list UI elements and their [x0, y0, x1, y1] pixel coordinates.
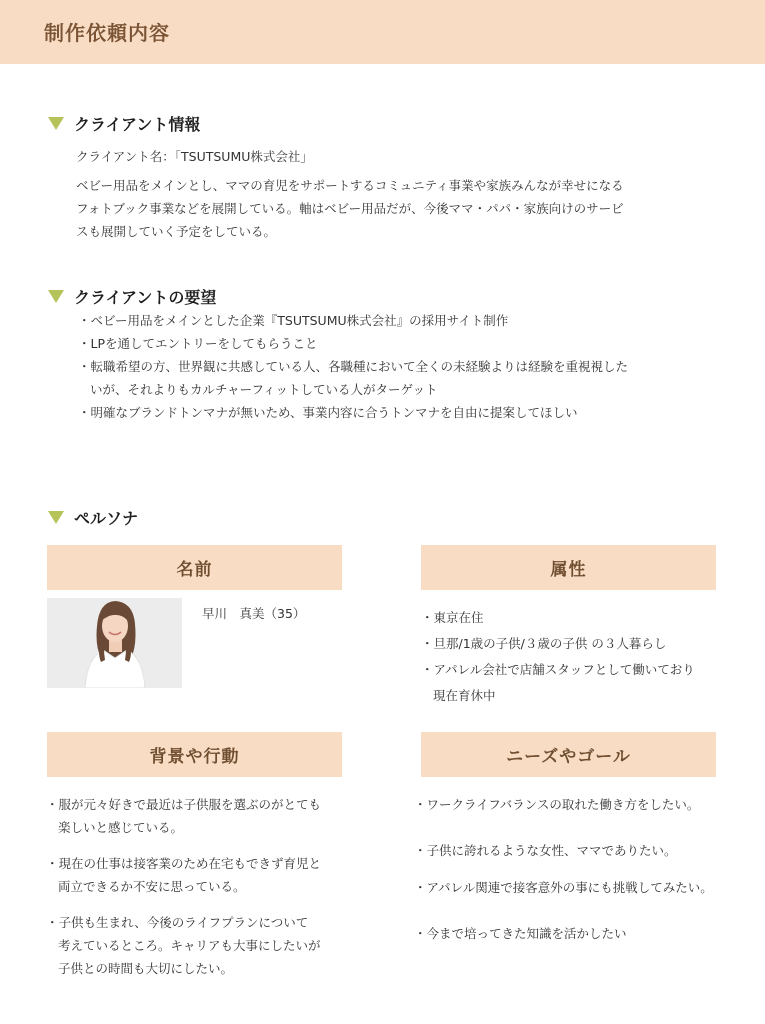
list-item: ・ワークライフバランスの取れた働き方をしたい。 [414, 797, 700, 812]
triangle-bullet-icon [48, 117, 64, 130]
list-item-text: 子供も生まれ、今後のライフプランについて [58, 915, 309, 930]
list-item-text: 子供に誇れるような女性、ママでありたい。 [426, 843, 677, 858]
list-item-text: 服が元々好きで最近は子供服を選ぶのがとても [58, 797, 322, 812]
list-item-text: 旦那/1歳の子供/３歳の子供 の３人暮らし [433, 636, 667, 651]
list-item-text: 今まで培ってきた知識を活かしたい [426, 926, 627, 941]
list-item-text: LPを通してエントリーをしてもらうこと [90, 336, 318, 351]
list-item-text: 明確なブランドトンマナが無いため、事業内容に合うトンマナを自由に提案してほしい [90, 405, 578, 420]
page-header [0, 0, 765, 64]
section-persona-title [48, 506, 138, 529]
list-item: ・服が元々好きで最近は子供服を選ぶのがとても 楽しいと感じている。 [46, 793, 321, 839]
list-item: ・ベビー用品をメインとした企業『TSUTSUMU株式会社』の採用サイト制作 [78, 313, 509, 328]
section-heading: クライアント情報 [74, 115, 201, 134]
list-item-text: 現在の仕事は接客業のため在宅もできず育児と [58, 856, 322, 871]
needs-list [414, 793, 713, 945]
section-heading: ペルソナ [74, 509, 139, 528]
list-item: ・転職希望の方、世界観に共感している人、各職種において全くの未経験よりは経験を重視視した いが、それよりもカルチャーフィットしている人がターゲット [78, 355, 628, 401]
list-item: ・東京在住 [421, 610, 484, 625]
list-item: ・今まで培ってきた知識を活かしたい [414, 926, 627, 941]
client-description-line: スも展開していく予定をしている。 [76, 224, 277, 239]
persona-photo [47, 598, 182, 688]
triangle-bullet-icon [48, 511, 64, 524]
list-item-text: 東京在住 [433, 610, 484, 625]
client-description-line: フォトブック事業などを展開している。軸はベビー用品だが、今後ママ・パパ・家族向けのサービ [76, 201, 624, 216]
list-item: ・LPを通してエントリーをしてもらうこと [78, 336, 318, 351]
requests-list [78, 309, 628, 424]
list-item: ・現在の仕事は接客業のため在宅もできず育児と 両立できるか不安に思っている。 [46, 852, 321, 898]
client-description-line: ベビー用品をメインとし、ママの育児をサポートするコミュニティ事業や家族みんなが幸せになる [76, 178, 624, 193]
section-heading: クライアントの要望 [74, 288, 217, 307]
page-title: 制作依頼内容 [44, 21, 170, 45]
background-box: 背景や行動 [47, 732, 342, 777]
list-item: ・明確なブランドトンマナが無いため、事業内容に合うトンマナを自由に提案してほしい [78, 405, 578, 420]
list-item-continuation: 現在育休中 [433, 688, 496, 703]
list-item-text: ワークライフバランスの取れた働き方をしたい。 [426, 797, 700, 812]
client-name: クライアント名：「TSUTSUMU株式会社」 [76, 149, 313, 164]
list-item-continuation: 子供との時間も大切にしたい。 [58, 961, 234, 976]
background-list [46, 793, 321, 980]
section-client-requests-title [48, 285, 216, 308]
list-item-continuation: 楽しいと感じている。 [58, 820, 184, 835]
section-client-info-title [48, 112, 200, 135]
list-item: ・アパレル関連で接客意外の事にも挑戦してみたい。 [414, 880, 713, 895]
woman-portrait-icon [47, 598, 182, 688]
list-item-text: アパレル関連で接客意外の事にも挑戦してみたい。 [426, 880, 713, 895]
list-item-continuation: いが、それよりもカルチャーフィットしている人がターゲット [90, 382, 438, 397]
list-item: ・旦那/1歳の子供/３歳の子供 の３人暮らし [421, 636, 667, 651]
list-item: ・アパレル会社で店舗スタッフとして働いており 現在育休中 [421, 657, 695, 709]
client-description [76, 174, 624, 243]
triangle-bullet-icon [48, 290, 64, 303]
attributes-box: 属性 [421, 545, 716, 590]
list-item-continuation: 両立できるか不安に思っている。 [58, 879, 246, 894]
name-box: 名前 [47, 545, 342, 590]
list-item-text: ベビー用品をメインとした企業『TSUTSUMU株式会社』の採用サイト制作 [90, 313, 509, 328]
list-item-text: アパレル会社で店舗スタッフとして働いており [433, 662, 695, 677]
list-item: ・子供に誇れるような女性、ママでありたい。 [414, 843, 677, 858]
list-item-text: 転職希望の方、世界観に共感している人、各職種において全くの未経験よりは経験を重視視した [90, 359, 629, 374]
attributes-list [421, 605, 695, 709]
list-item: ・子供も生まれ、今後のライフプランについて 考えているところ。キャリアも大事にしたいが 子供との時間も大切にしたい。 [46, 911, 321, 980]
list-item-continuation: 考えているところ。キャリアも大事にしたいが [58, 938, 321, 953]
persona-name: 早川 真美（35） [202, 606, 306, 621]
needs-box: ニーズやゴール [421, 732, 716, 777]
